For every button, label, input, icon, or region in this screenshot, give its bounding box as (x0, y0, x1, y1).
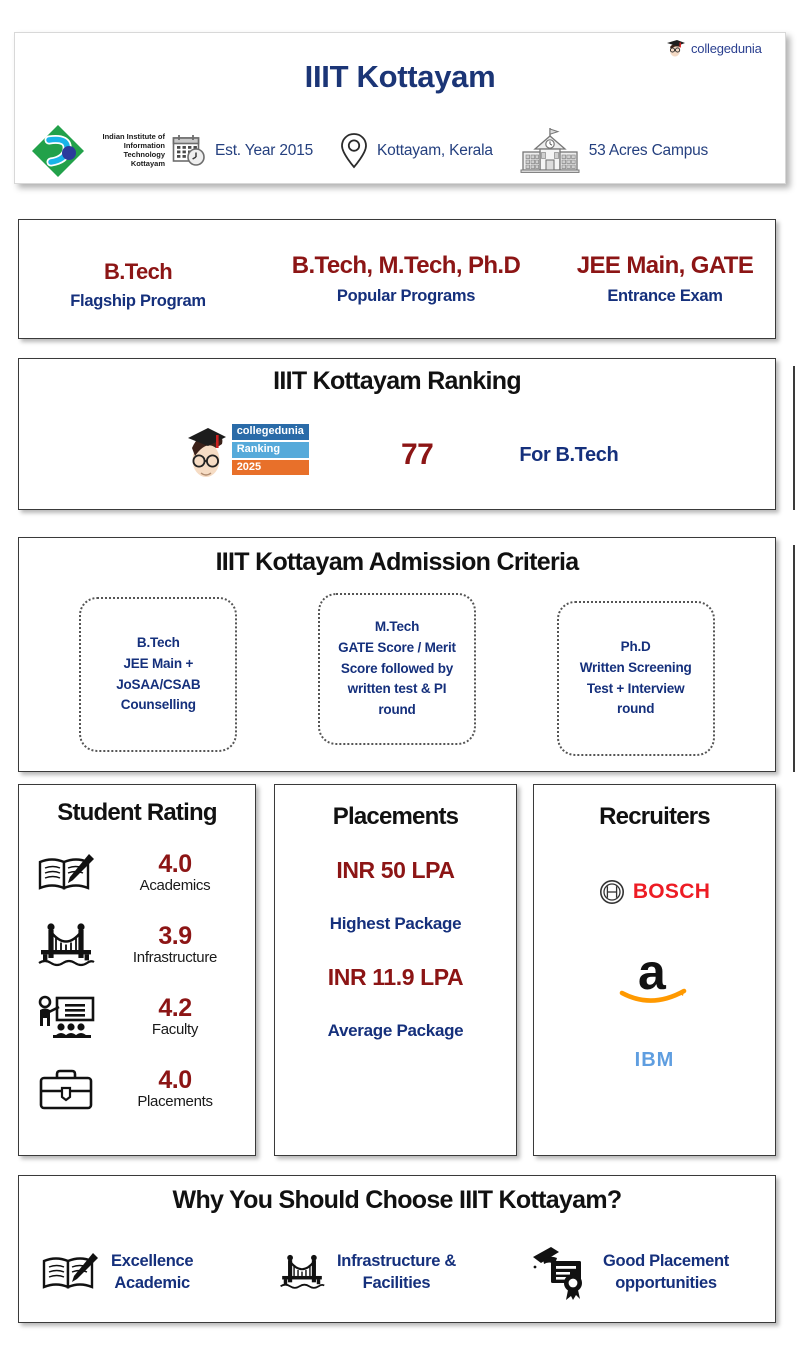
collegedunia-mascot-icon (186, 424, 230, 486)
page-title: IIIT Kottayam (304, 59, 496, 94)
fact-established-year-label: Est. Year 2015 (215, 142, 314, 159)
program-cell-popular (257, 253, 555, 306)
fact-location-label: Kottayam, Kerala (377, 142, 493, 159)
ranking-title: IIIT Kottayam Ranking (273, 367, 521, 395)
recruiter-item-bosch (599, 867, 710, 917)
admission-card-btech: B.Tech JEE Main + JoSAA/CSAB Counselling (79, 597, 237, 752)
program-cell-entrance (555, 253, 775, 306)
program-label: Popular Programs (336, 287, 476, 306)
why-choose-label: Excellence Academic (111, 1251, 194, 1292)
ranking-badge-bar-ranking: Ranking (232, 442, 309, 458)
book-pencil-icon (33, 852, 99, 894)
student-rating-list (19, 837, 255, 1125)
why-choose-panel (18, 1175, 776, 1323)
why-choose-item-placements (529, 1243, 765, 1301)
rating-row (19, 909, 255, 981)
fact-campus-area-label: 53 Acres Campus (588, 142, 709, 159)
institute-logo-text (90, 133, 165, 168)
program-value: JEE Main, GATE (576, 251, 754, 279)
ranking-badge-bar-year: 2025 (232, 460, 309, 476)
rating-score: 3.9 (158, 921, 192, 950)
admission-card-phd: Ph.D Written Screening Test + Interview round (557, 601, 715, 756)
rating-score: 4.2 (158, 993, 192, 1022)
bridge-icon (279, 1248, 325, 1296)
collegedunia-watermark (665, 37, 783, 59)
graduate-face-icon (665, 37, 687, 59)
program-label: Entrance Exam (607, 287, 723, 306)
recruiter-name: BOSCH (632, 880, 711, 903)
recruiters-title: Recruiters (599, 803, 710, 830)
location-pin-icon (339, 131, 369, 171)
ranking-badge-bars (232, 424, 309, 475)
recruiter-item-ibm (635, 1035, 675, 1085)
fact-established-year (171, 133, 313, 169)
placements-panel (274, 784, 517, 1156)
bridge-icon (33, 921, 99, 969)
teacher-classroom-icon (33, 994, 99, 1040)
collegedunia-watermark-label: collegedunia (691, 40, 762, 56)
header-panel (14, 32, 786, 184)
fact-location (339, 131, 493, 171)
ranking-for-label: For B.Tech (519, 443, 619, 466)
why-choose-label: Good Placement opportunities (603, 1251, 729, 1292)
institute-logo-line1: Indian Institute of (102, 132, 165, 142)
rating-row (19, 1053, 255, 1125)
recruiters-panel (533, 784, 776, 1156)
fact-campus-area (519, 127, 708, 175)
placements-average-label: Average Package (327, 1021, 464, 1040)
rating-label: Placements (137, 1093, 213, 1111)
amazon-logo-icon (612, 947, 698, 1005)
institute-logo-line3: Kottayam (130, 158, 165, 168)
admission-criteria-title: IIIT Kottayam Admission Criteria (215, 548, 579, 576)
ranking-badge-bar-collegedunia: collegedunia (232, 424, 309, 440)
placements-highest-label: Highest Package (329, 914, 462, 933)
rating-row (19, 837, 255, 909)
placements-title: Placements (332, 803, 459, 830)
placements-list (275, 857, 516, 1041)
why-choose-title: Why You Should Choose IIIT Kottayam? (172, 1186, 622, 1214)
rating-label: Infrastructure (132, 949, 218, 967)
recruiter-item-amazon (612, 947, 698, 1001)
header-facts-row (29, 121, 773, 181)
rating-row (19, 981, 255, 1053)
rating-score: 4.0 (158, 849, 192, 878)
why-choose-item-infrastructure (279, 1248, 529, 1296)
briefcase-icon (33, 1067, 99, 1111)
ranking-panel (18, 358, 776, 510)
institute-logo-line2: Information Technology (123, 141, 165, 159)
institute-logo (29, 122, 165, 180)
recruiters-list (534, 867, 775, 1085)
bosch-logo-icon (599, 879, 625, 905)
program-value: B.Tech (103, 258, 173, 284)
programs-panel (18, 219, 776, 339)
decorative-edge-rule (793, 366, 795, 510)
placements-average-value: INR 11.9 LPA (327, 964, 464, 990)
decorative-edge-rule (793, 545, 795, 772)
book-pencil-icon (41, 1250, 99, 1294)
ibm-logo-icon: IBM (634, 1048, 675, 1071)
graduation-certificate-icon (529, 1243, 591, 1301)
student-rating-title: Student Rating (57, 799, 217, 826)
iiit-kottayam-logo-icon (29, 122, 87, 180)
calendar-clock-icon (171, 133, 207, 169)
rating-label: Faculty (151, 1021, 199, 1039)
svg-text:a: a (637, 947, 666, 1000)
program-value: B.Tech, M.Tech, Ph.D (291, 251, 521, 279)
admission-card-mtech: M.Tech GATE Score / Merit Score followed by written test & PI round (318, 593, 476, 745)
placements-highest-value: INR 50 LPA (336, 857, 455, 883)
why-choose-label: Infrastructure & Facilities (337, 1251, 456, 1292)
campus-building-icon (519, 127, 581, 175)
program-cell-flagship (19, 254, 257, 311)
rating-score: 4.0 (158, 1065, 192, 1094)
why-choose-item-academics (29, 1250, 279, 1295)
ranking-value: 77 (400, 438, 434, 471)
student-rating-panel (18, 784, 256, 1156)
rating-label: Academics (139, 877, 211, 895)
program-label: Flagship Program (70, 292, 206, 311)
admission-criteria-panel (18, 537, 776, 772)
collegedunia-ranking-badge (186, 424, 309, 486)
